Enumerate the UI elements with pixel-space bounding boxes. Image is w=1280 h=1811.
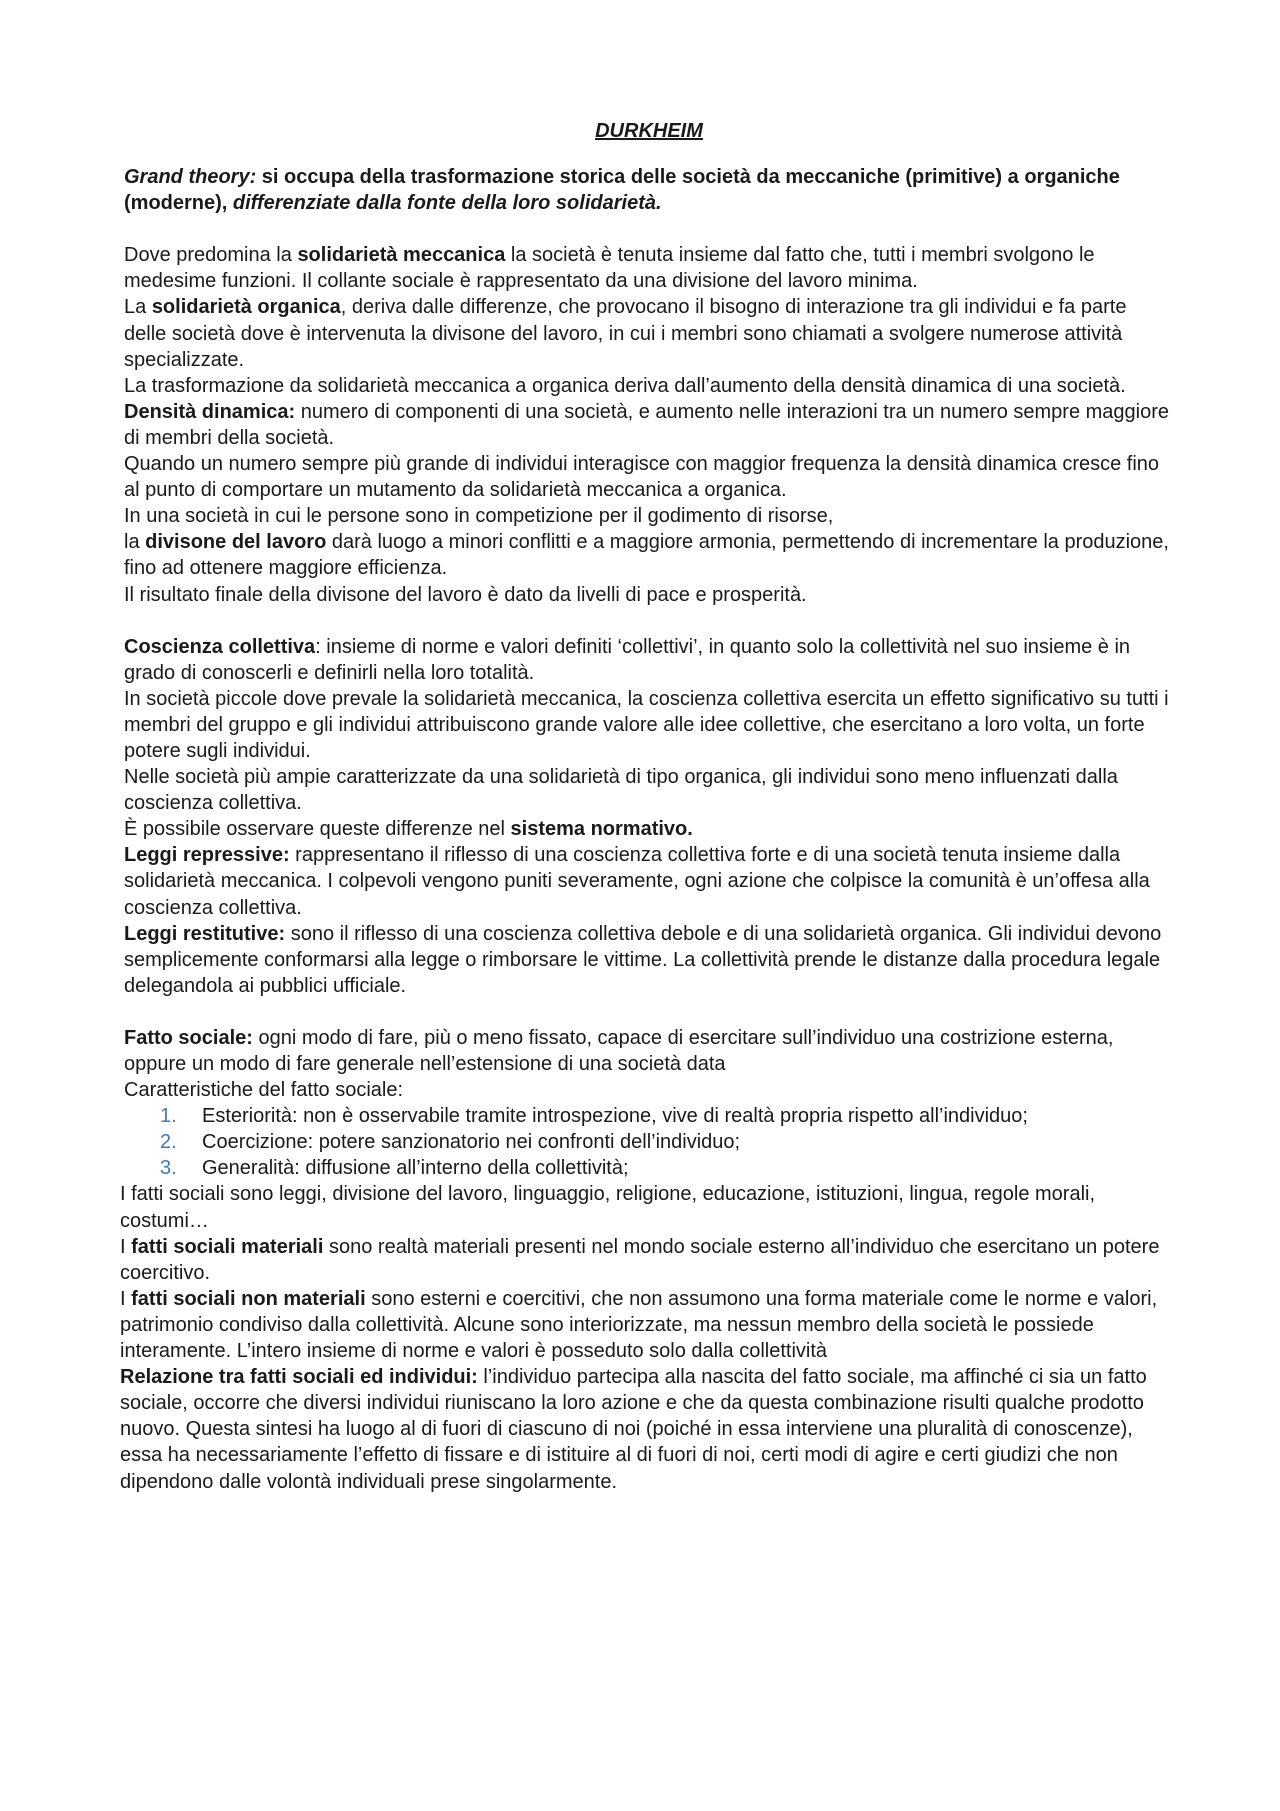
- paragraph: La trasformazione da solidarietà meccanica a organica deriva dall’aumento della densità dinamica di una società.: [124, 374, 1126, 397]
- text: ogni modo di fare, più o meno fissato, capace di esercitare sull’individuo una costrizione esterna, oppure un modo di fare generale nell’estensione di una società data: [124, 1026, 1114, 1075]
- list-item: [124, 1155, 1174, 1181]
- text: sono il riflesso di una coscienza collettiva debole e di una solidarietà organica. Gli individui devono semplicemente conformarsi alla legge o rimborsare le vittime. La collettività prende le distanze dalla procedura legale delegandola ai pubblici ufficiale.: [124, 922, 1162, 997]
- text: l’individuo partecipa alla nascita del fatto sociale, ma affinché ci sia un fatto sociale, occorre che diversi individui riuniscano la loro azione e che da questa combinazione risulti qualche prodotto nuovo. Questa sintesi ha luogo al di fuori di ciascuno di noi (poiché in essa interviene una pluralità di conoscenze), essa ha necessariamente l’effetto di fissare e di istituire al di fuori di noi, certi modi di agire e certi giudizi che non dipendono dalle volontà individuali prese singolarmente.: [120, 1366, 1147, 1493]
- text: numero di componenti di una società, e aumento nelle interazioni tra un numero sempre maggiore di membri della società.: [124, 400, 1169, 449]
- term: Leggi repressive:: [124, 844, 290, 867]
- paragraph: [124, 399, 1174, 451]
- paragraph: [124, 529, 1174, 581]
- paragraph: Caratteristiche del fatto sociale:: [124, 1079, 404, 1102]
- text: Dove predomina la: [124, 244, 298, 267]
- paragraph: [124, 242, 1174, 294]
- term: Fatto sociale:: [124, 1026, 253, 1049]
- list-number: 2.: [160, 1131, 177, 1154]
- paragraph: Nelle società più ampie caratterizzate da una solidarietà di tipo organica, gli individui sono meno influenzati dalla coscienza collettiva.: [124, 766, 1118, 815]
- text: I: [120, 1235, 132, 1258]
- term: sistema normativo.: [510, 818, 693, 841]
- text: , deriva dalle differenze, che provocano il bisogno di interazione tra gli individui e fa parte delle società dove è intervenuta la divisone del lavoro, in cui i membri sono chiamati a svolgere numerose attività specializzate.: [124, 296, 1127, 371]
- list-number: 3.: [160, 1157, 177, 1180]
- intro-label: Grand theory:: [124, 166, 257, 189]
- list-item: [124, 1103, 1174, 1129]
- term: fatti sociali non materiali: [131, 1287, 366, 1310]
- paragraph: [120, 1286, 1174, 1364]
- intro-emphasis: differenziate dalla fonte della loro solidarietà.: [232, 192, 662, 215]
- paragraph: Il risultato finale della divisone del lavoro è dato da livelli di pace e prosperità.: [124, 583, 807, 606]
- paragraph: [124, 842, 1174, 920]
- characteristics-list: [124, 1103, 1174, 1181]
- page-title: DURKHEIM: [595, 120, 703, 142]
- intro-paragraph: [124, 164, 1174, 216]
- term: Leggi restitutive:: [124, 922, 286, 945]
- text: sono esterni e coercitivi, che non assumono una forma materiale come le norme e valori, patrimonio condiviso dalla collettività. Alcune sono interiorizzate, ma nessun membro della società le possiede interamente. L’intero insieme di norme e valori è posseduto solo dalla collettività: [120, 1287, 1158, 1363]
- term: solidarietà meccanica: [297, 244, 506, 267]
- text: la società è tenuta insieme dal fatto che, tutti i membri svolgono le medesime funzioni. Il collante sociale è rappresentato da una divisione del lavoro minima.: [124, 244, 1095, 293]
- term: Coscienza collettiva: [124, 635, 316, 658]
- intro-text: si occupa della trasformazione storica delle società da meccaniche (primitive) a organiche (moderne),: [124, 166, 1120, 215]
- paragraph: In una società in cui le persone sono in competizione per il godimento di risorse,: [124, 505, 834, 528]
- list-text: Generalità: diffusione all’interno della collettività;: [202, 1157, 629, 1180]
- paragraph: [124, 1025, 1174, 1077]
- list-text: Esteriorità: non è osservabile tramite introspezione, vive di realtà propria rispetto all’individuo;: [202, 1105, 1028, 1128]
- term: divisone del lavoro: [145, 531, 327, 554]
- paragraph: In società piccole dove prevale la solidarietà meccanica, la coscienza collettiva esercita un effetto significativo su tutti i membri del gruppo e gli individui attribuiscono grande valore alle idee collettive, che esercitano a loro volta, un forte potere sugli individui.: [124, 687, 1169, 762]
- paragraph: [124, 294, 1174, 372]
- paragraph: Quando un numero sempre più grande di individui interagisce con maggior frequenza la densità dinamica cresce fino al punto di comportare un mutamento da solidarietà meccanica a organica.: [124, 453, 1160, 502]
- text: sono realtà materiali presenti nel mondo sociale esterno all’individuo che esercitano un potere coercitivo.: [120, 1235, 1160, 1284]
- list-number: 1.: [160, 1105, 177, 1128]
- term: fatti sociali materiali: [131, 1235, 324, 1258]
- text: la: [124, 531, 146, 554]
- paragraph: [124, 816, 1174, 842]
- list-text: Coercizione: potere sanzionatorio nei confronti dell’individuo;: [202, 1131, 741, 1154]
- paragraph: I fatti sociali sono leggi, divisione del lavoro, linguaggio, religione, educazione, istituzioni, lingua, regole morali, costumi…: [120, 1183, 1096, 1232]
- paragraph: [124, 634, 1174, 686]
- paragraph: [120, 1234, 1174, 1286]
- paragraph: [124, 921, 1174, 999]
- paragraph: [120, 1364, 1174, 1494]
- document-page: [120, 118, 1174, 1495]
- text: La: [124, 296, 152, 319]
- text: rappresentano il riflesso di una coscienza collettiva forte e di una società tenuta insieme dalla solidarietà meccanica. I colpevoli vengono puniti severamente, ogni azione che colpisce la comunità è un’offesa alla coscienza collettiva.: [124, 844, 1150, 919]
- text: darà luogo a minori conflitti e a maggiore armonia, permettendo di incrementare la produzione, fino ad ottenere maggiore efficienza.: [124, 531, 1169, 580]
- text: : insieme di norme e valori definiti ‘collettivi’, in quanto solo la collettività nel suo insieme è in grado di conoscerli e definirli nella loro totalità.: [124, 635, 1131, 684]
- term: Relazione tra fatti sociali ed individui:: [120, 1366, 478, 1389]
- term: Densità dinamica:: [124, 400, 296, 423]
- term: solidarietà organica: [151, 296, 341, 319]
- text: È possibile osservare queste differenze nel: [124, 818, 511, 841]
- list-item: [124, 1129, 1174, 1155]
- text: I: [120, 1287, 132, 1310]
